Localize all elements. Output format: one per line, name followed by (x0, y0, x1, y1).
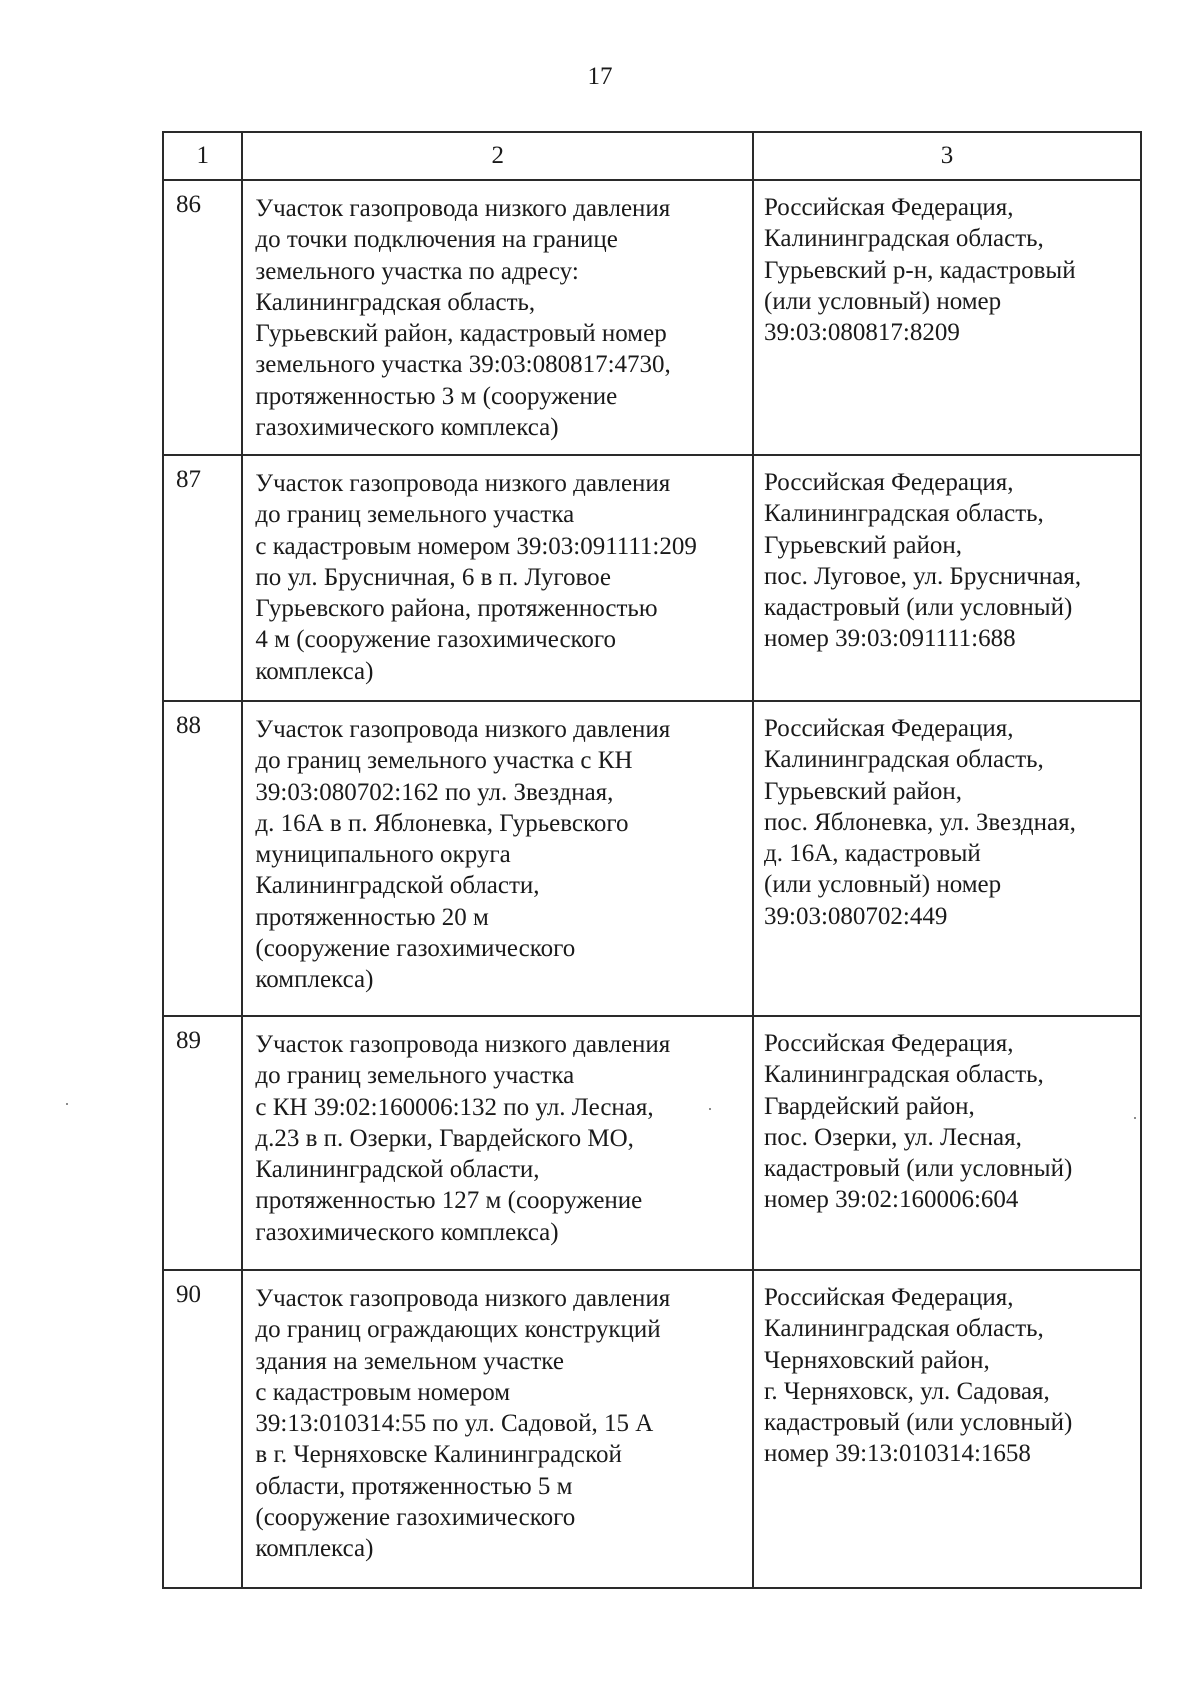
table-row (163, 701, 1141, 1016)
scan-speck (709, 1108, 711, 1110)
row-number: 90 (163, 1270, 242, 1588)
table-row (163, 1270, 1141, 1588)
row-number: 89 (163, 1016, 242, 1270)
object-description: Участок газопровода низкого давления до границ земельного участка с КН 39:03:080702:162 по ул. Звездная, д. 16А в п. Яблоневка, Гурьевского муниципального округа Калининградской области, протяженностью 20 м (сооружение газохимического комплекса) (242, 701, 753, 1016)
table-row (163, 1016, 1141, 1270)
row-number: 87 (163, 455, 242, 701)
header-col-1: 1 (163, 132, 242, 180)
object-location: Российская Федерация, Калининградская область, Гвардейский район, пос. Озерки, ул. Лесная, кадастровый (или условный) номер 39:02:160006:604 (753, 1016, 1141, 1270)
object-location: Российская Федерация, Калининградская область, Гурьевский р-н, кадастровый (или условный) номер 39:03:080817:8209 (753, 180, 1141, 455)
property-table (162, 131, 1142, 1589)
table-header-row (163, 132, 1141, 180)
object-location: Российская Федерация, Калининградская область, Гурьевский район, пос. Луговое, ул. Брусничная, кадастровый (или условный) номер 39:03:091111:688 (753, 455, 1141, 701)
header-col-3: 3 (753, 132, 1141, 180)
page-number: 17 (587, 63, 613, 90)
object-description: Участок газопровода низкого давления до границ земельного участка с КН 39:02:160006:132 по ул. Лесная, д.23 в п. Озерки, Гвардейского МО, Калининградской области, протяженностью 127 м (сооружение газохимического комплекса) (242, 1016, 753, 1270)
scan-speck (1134, 1117, 1136, 1119)
object-location: Российская Федерация, Калининградская область, Гурьевский район, пос. Яблоневка, ул. Звездная, д. 16А, кадастровый (или условный) номер 39:03:080702:449 (753, 701, 1141, 1016)
scan-speck (66, 1103, 68, 1105)
object-location: Российская Федерация, Калининградская область, Черняховский район, г. Черняховск, ул. Садовая, кадастровый (или условный) номер 39:13:010314:1658 (753, 1270, 1141, 1588)
object-description: Участок газопровода низкого давления до точки подключения на границе земельного участка по адресу: Калининградская область, Гурьевский район, кадастровый номер земельного участка 39:03:080817:4730, протяженностью 3 м (сооружение газохимического комплекса) (242, 180, 753, 455)
row-number: 86 (163, 180, 242, 455)
object-description: Участок газопровода низкого давления до границ земельного участка с кадастровым номером 39:03:091111:209 по ул. Брусничная, 6 в п. Луговое Гурьевского района, протяженностью 4 м (сооружение газохимического комплекса) (242, 455, 753, 701)
table-row (163, 455, 1141, 701)
row-number: 88 (163, 701, 242, 1016)
table-row (163, 180, 1141, 455)
object-description: Участок газопровода низкого давления до границ ограждающих конструкций здания на земельном участке с кадастровым номером 39:13:010314:55 по ул. Садовой, 15 А в г. Черняховске Калининградской области, протяженностью 5 м (сооружение газохимического комплекса) (242, 1270, 753, 1588)
header-col-2: 2 (242, 132, 753, 180)
